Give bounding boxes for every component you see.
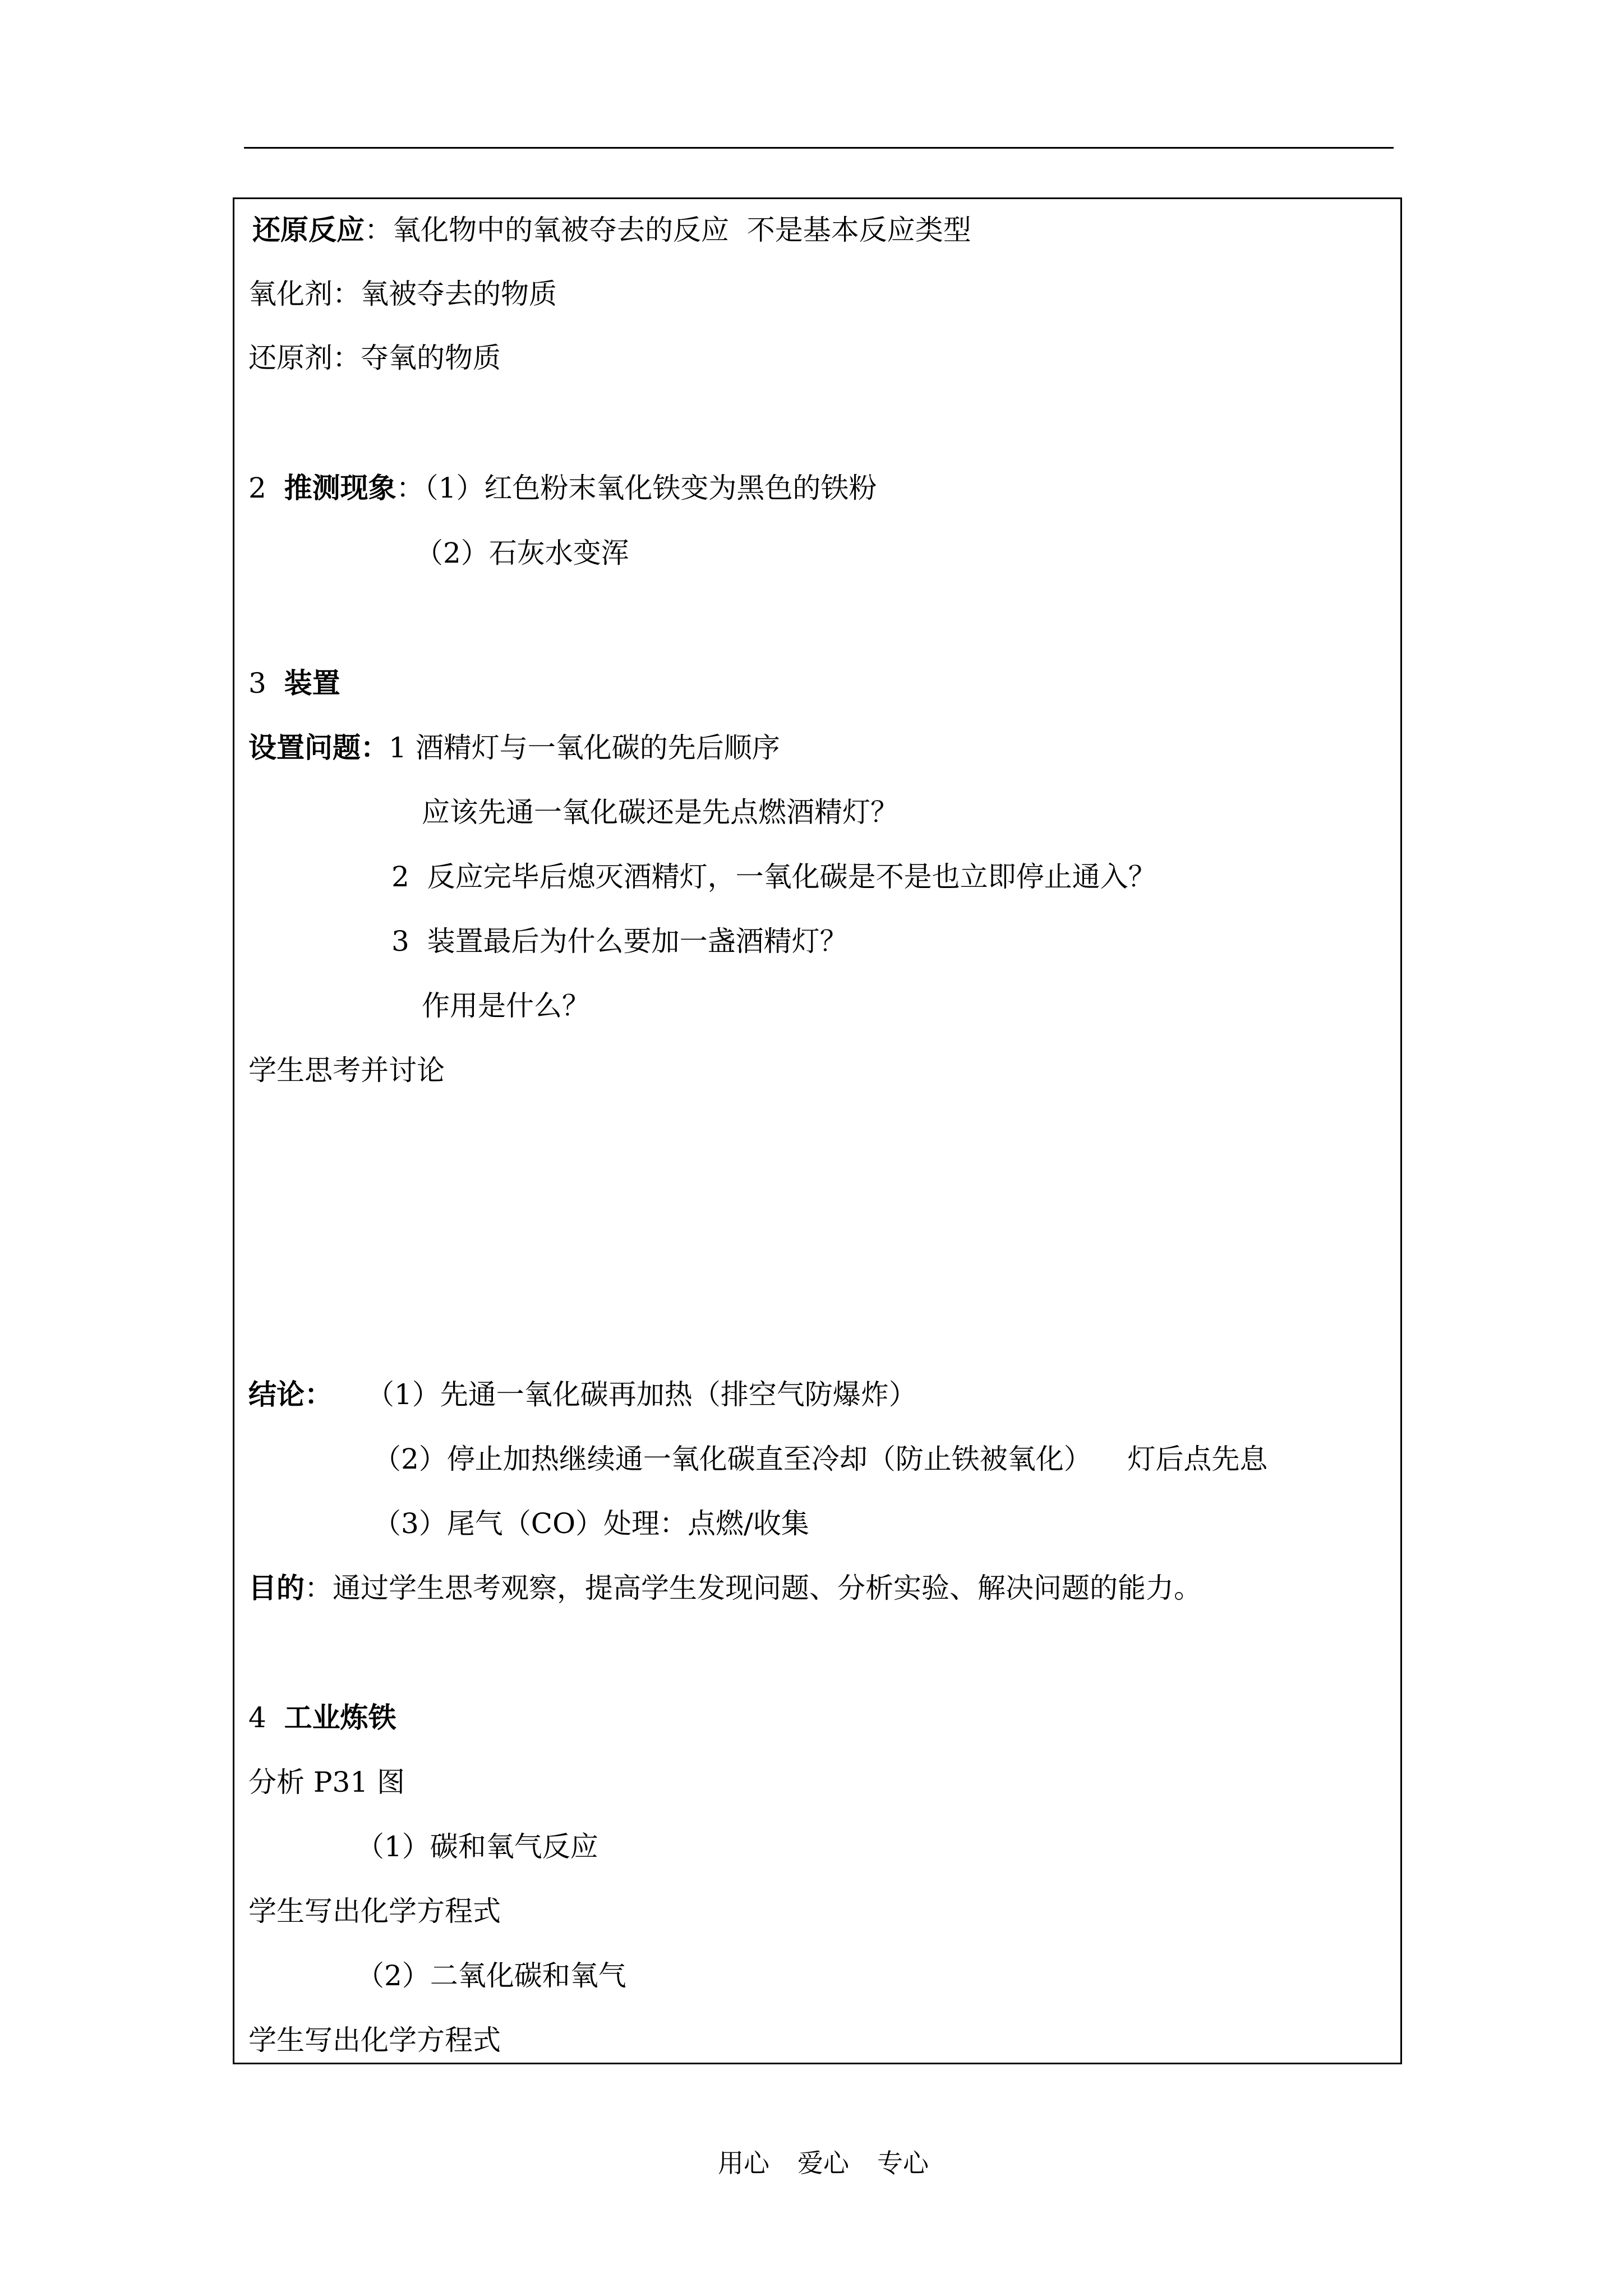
text-line: 分析 P31 图 xyxy=(248,1766,405,1798)
section-heading: 4 工业炼铁 xyxy=(248,1701,396,1734)
footer-text: 专心 xyxy=(877,2148,929,2178)
section-heading: 3 装置 xyxy=(248,666,340,700)
text-line: 学生写出化学方程式 xyxy=(248,2024,501,2056)
text-line: 结论： （1）先通一氧化碳再加热（排空气防爆炸） xyxy=(248,1378,917,1411)
text-line: 学生写出化学方程式 xyxy=(248,1895,501,1927)
header-rule xyxy=(244,147,1394,149)
footer-text: 爱心 xyxy=(797,2148,849,2178)
text-line: （1）碳和氧气反应 xyxy=(356,1830,598,1863)
text-line: （2）停止加热继续通一氧化碳直至冷却（防止铁被氧化） 灯后点先息 xyxy=(373,1443,1268,1475)
text-line: 氧化剂：氧被夺去的物质 xyxy=(248,278,557,310)
text-line: 应该先通一氧化碳还是先点燃酒精灯？ xyxy=(422,796,898,829)
text-line: 学生思考并讨论 xyxy=(248,1054,445,1087)
text-line: 作用是什么？ xyxy=(422,990,590,1022)
text-line: 还原反应：氧化物中的氧被夺去的反应 不是基本反应类型 xyxy=(252,213,971,246)
text-line: 2 推测现象：（1）红色粉末氧化铁变为黑色的铁粉 xyxy=(248,471,877,504)
text-line: 目的：通过学生思考观察，提高学生发现问题、分析实验、解决问题的能力。 xyxy=(248,1571,1202,1604)
page-footer xyxy=(718,2147,929,2179)
text-line: 3 装置最后为什么要加一盏酒精灯？ xyxy=(391,925,848,958)
text-line: （2）石灰水变浑 xyxy=(415,537,629,569)
footer-text: 用心 xyxy=(718,2148,769,2178)
text-line: 还原剂：夺氧的物质 xyxy=(248,342,501,374)
text-line: 设置问题：1 酒精灯与一氧化碳的先后顺序 xyxy=(248,731,780,764)
text-line: （3）尾气（CO）处理：点燃/收集 xyxy=(373,1507,809,1540)
text-line: （2）二氧化碳和氧气 xyxy=(356,1959,626,1992)
text-line: 2 反应完毕后熄灭酒精灯，一氧化碳是不是也立即停止通入？ xyxy=(391,861,1156,893)
